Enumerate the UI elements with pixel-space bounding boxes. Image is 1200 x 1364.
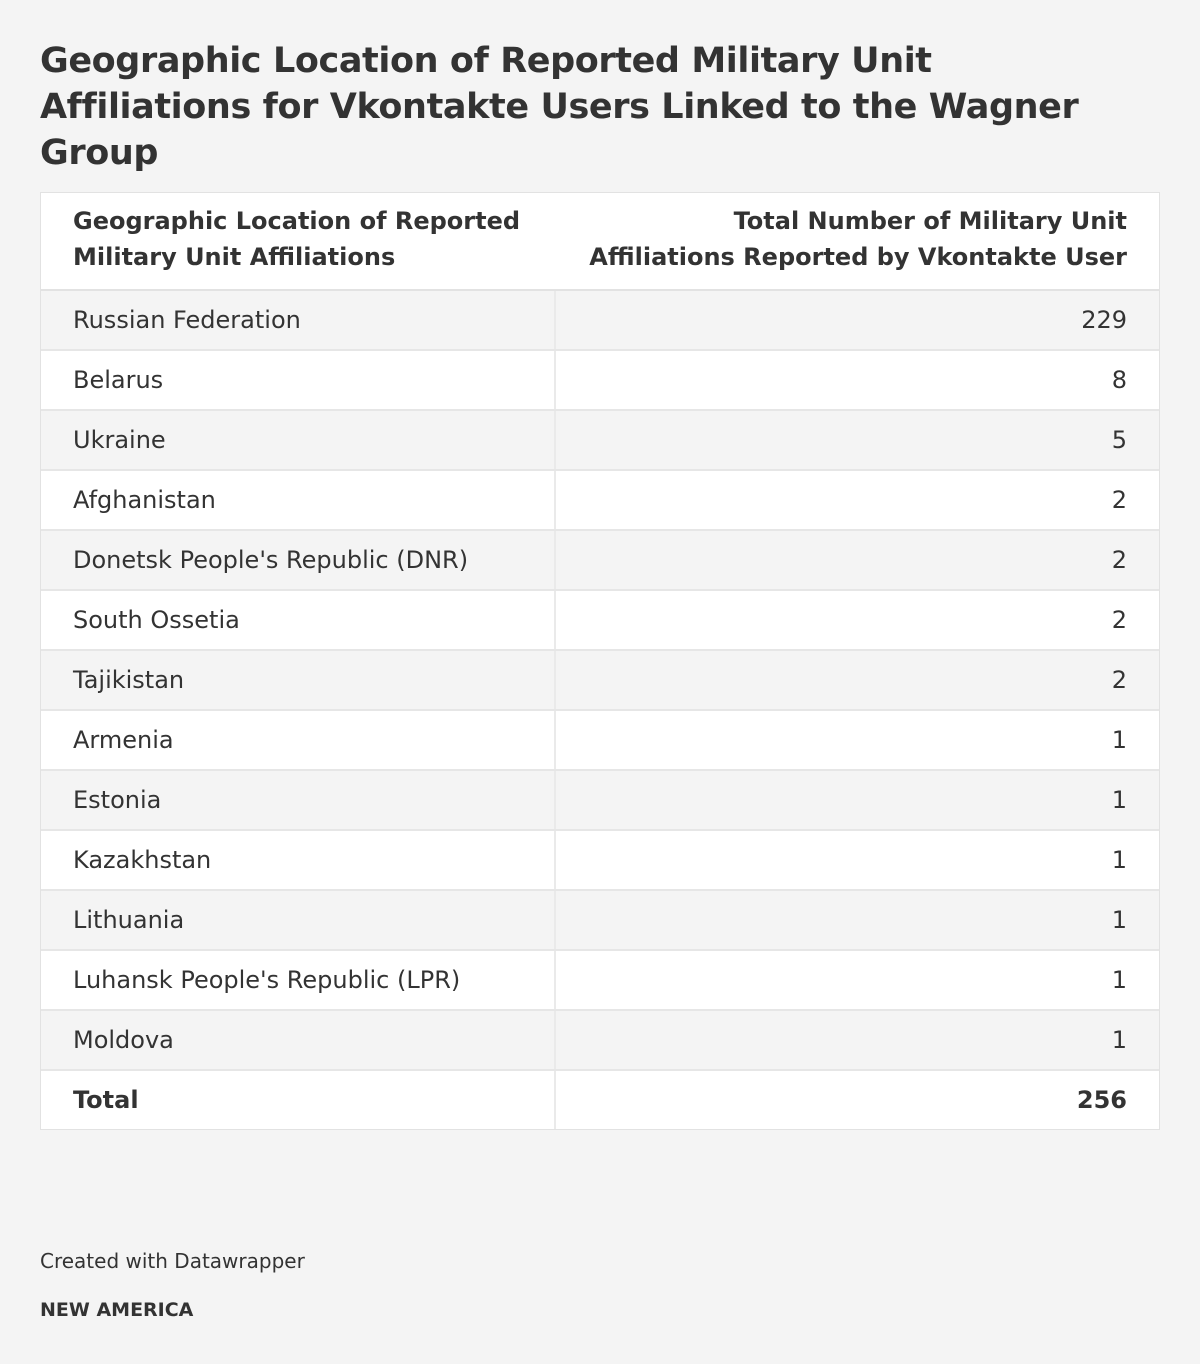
table-row: [41, 290, 1159, 350]
location-cell: [41, 530, 555, 590]
location-cell: [41, 950, 555, 1010]
location-label: Ukraine: [73, 426, 166, 454]
table-row: [41, 410, 1159, 470]
count-value: 1: [555, 890, 1159, 950]
location-cell: [41, 350, 555, 410]
location-label: Kazakhstan: [73, 846, 212, 874]
table-row: [41, 890, 1159, 950]
location-label: Tajikistan: [73, 666, 185, 694]
table-row: [41, 350, 1159, 410]
location-label: Luhansk People's Republic (LPR): [73, 966, 461, 994]
table-row: [41, 590, 1159, 650]
location-cell: [41, 590, 555, 650]
data-table-container: [40, 192, 1160, 1130]
chart-title: Geographic Location of Reported Military Unit Affiliations for Vkontakte Users Linked to the Wagner Group: [40, 41, 1079, 173]
table-row: [41, 470, 1159, 530]
column-header-count[interactable]: Total Number of Military Unit Affiliations Reported by Vkontakte User: [555, 193, 1159, 290]
new-america-logo: NEW AMERICA: [40, 1299, 194, 1321]
column-header-location[interactable]: Geographic Location of Reported Military Unit Affiliations: [41, 193, 555, 290]
count-value: 1: [555, 770, 1159, 830]
table-row: [41, 710, 1159, 770]
count-value: 1: [555, 830, 1159, 890]
count-value: 229: [555, 290, 1159, 350]
table-row: [41, 770, 1159, 830]
location-label: Moldova: [73, 1026, 174, 1054]
location-cell: [41, 470, 555, 530]
datawrapper-credit: Created with Datawrapper: [40, 1249, 305, 1273]
table-body: [41, 290, 1159, 1129]
table-total-row: [41, 1070, 1159, 1129]
count-value: 2: [555, 470, 1159, 530]
table-row: [41, 650, 1159, 710]
table-header-row: [41, 193, 1159, 290]
location-cell: [41, 410, 555, 470]
location-cell: [41, 650, 555, 710]
location-cell: [41, 710, 555, 770]
location-label: Armenia: [73, 726, 174, 754]
location-cell: [41, 1010, 555, 1070]
total-value: 256: [555, 1070, 1159, 1129]
table-row: [41, 530, 1159, 590]
count-value: 8: [555, 350, 1159, 410]
count-value: 5: [555, 410, 1159, 470]
location-cell: [41, 890, 555, 950]
table-row: [41, 1010, 1159, 1070]
location-label: Lithuania: [73, 906, 185, 934]
location-label: Afghanistan: [73, 486, 216, 514]
table-row: [41, 950, 1159, 1010]
location-cell: [41, 830, 555, 890]
location-label: Belarus: [73, 366, 164, 394]
total-label: Total: [41, 1070, 555, 1129]
count-value: 1: [555, 1010, 1159, 1070]
location-label: Estonia: [73, 786, 162, 814]
location-label: Russian Federation: [73, 306, 301, 334]
count-value: 2: [555, 590, 1159, 650]
location-label: Donetsk People's Republic (DNR): [73, 546, 469, 574]
location-label: South Ossetia: [73, 606, 240, 634]
data-table: [41, 193, 1159, 1129]
location-cell: [41, 770, 555, 830]
table-row: [41, 830, 1159, 890]
count-value: 1: [555, 950, 1159, 1010]
count-value: 2: [555, 530, 1159, 590]
count-value: 1: [555, 710, 1159, 770]
location-cell: [41, 290, 555, 350]
count-value: 2: [555, 650, 1159, 710]
